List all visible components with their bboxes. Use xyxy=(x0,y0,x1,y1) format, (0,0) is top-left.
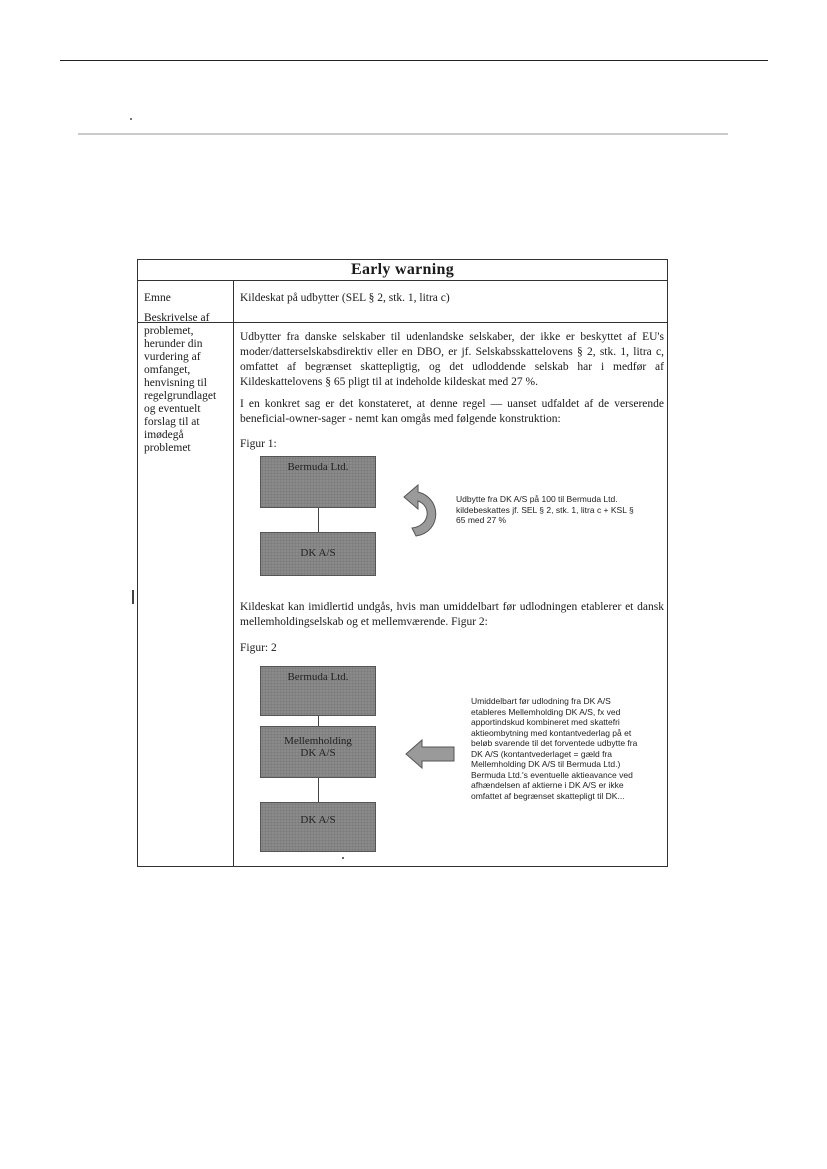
scan-speck xyxy=(130,118,132,120)
fig2-dkas-box xyxy=(260,802,376,852)
emne-label: Emne xyxy=(144,292,171,304)
description-label-line: regelgrundlaget xyxy=(144,390,217,402)
figure-1-note: Udbytte fra DK A/S på 100 til Bermuda Ltd. kildebeskattes jf. SEL § 2, stk. 1, litra c + KSL § 65 med 27 % xyxy=(456,494,634,525)
form-title: Early warning xyxy=(138,260,667,281)
description-label-line: problemet xyxy=(144,442,191,454)
description-label-line: vurdering af xyxy=(144,351,201,363)
description-label-line: forslag til at xyxy=(144,416,200,428)
scan-speck xyxy=(342,857,344,859)
column-divider xyxy=(233,280,234,866)
description-label-line: Beskrivelse af xyxy=(144,312,210,324)
figure-2-note: Umiddelbart før udlodning fra DK A/S etableres Mellemholding DK A/S, fx ved apportindskud kombineret med skattefri aktieombytning med kontantvederlag på et beløb svarende til det forventede udbytte fra DK A/S (kontantvederlaget = gæld fra Mellemholding DK A/S til Bermuda Ltd.) Bermuda Ltd.'s eventuelle aktieavance ved afhændelsen af aktierne i DK A/S er ikke omfattet af begrænset skattepligt til DK... xyxy=(471,696,638,801)
fig1-bermuda-box xyxy=(260,456,376,508)
description-label-line: imødegå xyxy=(144,429,184,441)
curved-arrow-icon xyxy=(396,482,444,542)
fig2-mellemholding-label-1: Mellemholding xyxy=(284,735,352,747)
paragraph-3: Kildeskat kan imidlertid undgås, hvis man umiddelbart før udlodningen etablerer et dansk mellemholdingselskab og et mellemværende. Figur 2: xyxy=(240,601,664,628)
early-warning-form xyxy=(137,259,668,867)
description-label xyxy=(144,312,230,455)
emne-text: Kildeskat på udbytter (SEL § 2, stk. 1, litra c) xyxy=(240,292,450,304)
header-rule xyxy=(60,60,768,61)
fig2-mellemholding-label-2: DK A/S xyxy=(300,747,336,759)
description-label-line: problemet, xyxy=(144,325,194,337)
description-label-line: henvisning til xyxy=(144,377,207,389)
paragraph-2: I en konkret sag er det konstateret, at denne regel — uanset udfaldet af de verserende beneficial-owner-sager - nemt kan omgås med følgende konstruktion: xyxy=(240,398,664,425)
description-label-line: herunder din xyxy=(144,338,203,350)
fig1-dkas-label: DK A/S xyxy=(300,547,336,559)
fig2-bermuda-label: Bermuda Ltd. xyxy=(287,671,349,683)
figure-1-label: Figur 1: xyxy=(240,438,277,450)
margin-mark xyxy=(132,590,134,604)
scan-line xyxy=(78,133,728,135)
figure-2-label: Figur: 2 xyxy=(240,642,277,654)
fig2-mellemholding-box xyxy=(260,726,376,778)
fig2-dkas-label: DK A/S xyxy=(300,814,336,826)
description-label-line: omfanget, xyxy=(144,364,191,376)
paragraph-1: Udbytter fra danske selskaber til udenlandske selskaber, der ikke er beskyttet af EU's moder/datterselskabsdirektiv eller en DBO, er jf. Selskabsskattelovens § 2, stk. 1, litra c, omfattet af begrænset skattepligtig, og det udloddende selskab har i medfør af Kildeskattelovens § 65 pligt til at indeholde kildeskat med 27 %. xyxy=(240,331,664,388)
fig2-connector-1 xyxy=(318,716,319,726)
fig1-dkas-box xyxy=(260,532,376,576)
fig2-connector-2 xyxy=(318,778,319,802)
description-label-line: og eventuelt xyxy=(144,403,201,415)
fig2-bermuda-box xyxy=(260,666,376,716)
fig1-connector xyxy=(318,508,319,532)
fig1-bermuda-label: Bermuda Ltd. xyxy=(287,461,349,473)
left-arrow-icon xyxy=(404,738,456,770)
